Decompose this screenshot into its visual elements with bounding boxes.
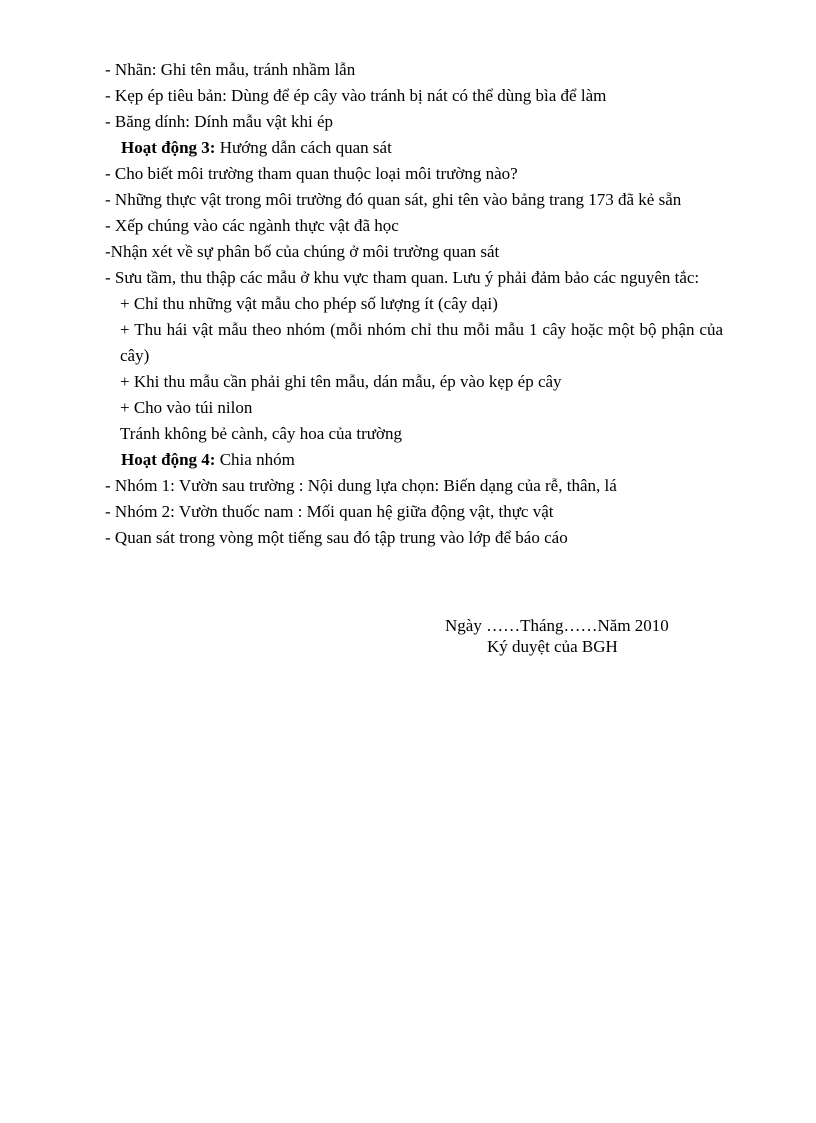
text-line: - Nhãn: Ghi tên mẫu, tránh nhầm lẫn bbox=[105, 60, 356, 79]
principle-item: + Cho vào túi nilon bbox=[120, 398, 253, 417]
signature-date: Ngày ……Tháng……Năm 2010 bbox=[445, 616, 669, 635]
activity3-heading bbox=[105, 135, 723, 161]
activity3-label: Hoạt động 3: bbox=[121, 138, 216, 157]
signature-approval: Ký duyệt của BGH bbox=[487, 637, 618, 656]
note-text: Tránh không bẻ cành, cây hoa của trường bbox=[120, 424, 402, 443]
text-line: - Xếp chúng vào các ngành thực vật đã học bbox=[105, 216, 399, 235]
principle-item: + Thu hái vật mẫu theo nhóm (mỗi nhóm chỉ thu mỗi mẫu 1 cây hoặc một bộ phận của cây) bbox=[120, 320, 723, 365]
text-line: -Nhận xét về sự phân bố của chúng ở môi trường quan sát bbox=[105, 242, 500, 261]
principle-item: + Chỉ thu những vật mẫu cho phép số lượng ít (cây dại) bbox=[120, 294, 498, 313]
text-line: - Quan sát trong vòng một tiếng sau đó tập trung vào lớp để báo cáo bbox=[105, 528, 568, 547]
text-line: - Kẹp ép tiêu bản: Dùng để ép cây vào tránh bị nát có thể dùng bìa để làm bbox=[105, 86, 607, 105]
text-line: - Nhóm 2: Vườn thuốc nam : Mối quan hệ giữa động vật, thực vật bbox=[105, 502, 554, 521]
principle-item: + Khi thu mẫu cần phải ghi tên mẫu, dán mẫu, ép vào kẹp ép cây bbox=[120, 372, 562, 391]
activity3-title: Hướng dẫn cách quan sát bbox=[215, 138, 392, 157]
activity4-heading bbox=[105, 447, 723, 473]
activity4-title: Chia nhóm bbox=[215, 450, 295, 469]
signature-block bbox=[445, 615, 669, 657]
text-paragraph: - Những thực vật trong môi trường đó quan sát, ghi tên vào bảng trang 173 đã kẻ sẵn bbox=[105, 190, 682, 209]
text-paragraph: - Sưu tầm, thu thập các mẫu ở khu vực tham quan. Lưu ý phải đảm bảo các nguyên tắc: bbox=[105, 268, 700, 287]
text-line: - Cho biết môi trường tham quan thuộc loại môi trường nào? bbox=[105, 164, 518, 183]
text-line: - Nhóm 1: Vườn sau trường : Nội dung lựa chọn: Biến dạng của rễ, thân, lá bbox=[105, 476, 617, 495]
text-line: - Băng dính: Dính mẫu vật khi ép bbox=[105, 112, 334, 131]
activity4-label: Hoạt động 4: bbox=[121, 450, 216, 469]
document-body bbox=[105, 57, 723, 551]
